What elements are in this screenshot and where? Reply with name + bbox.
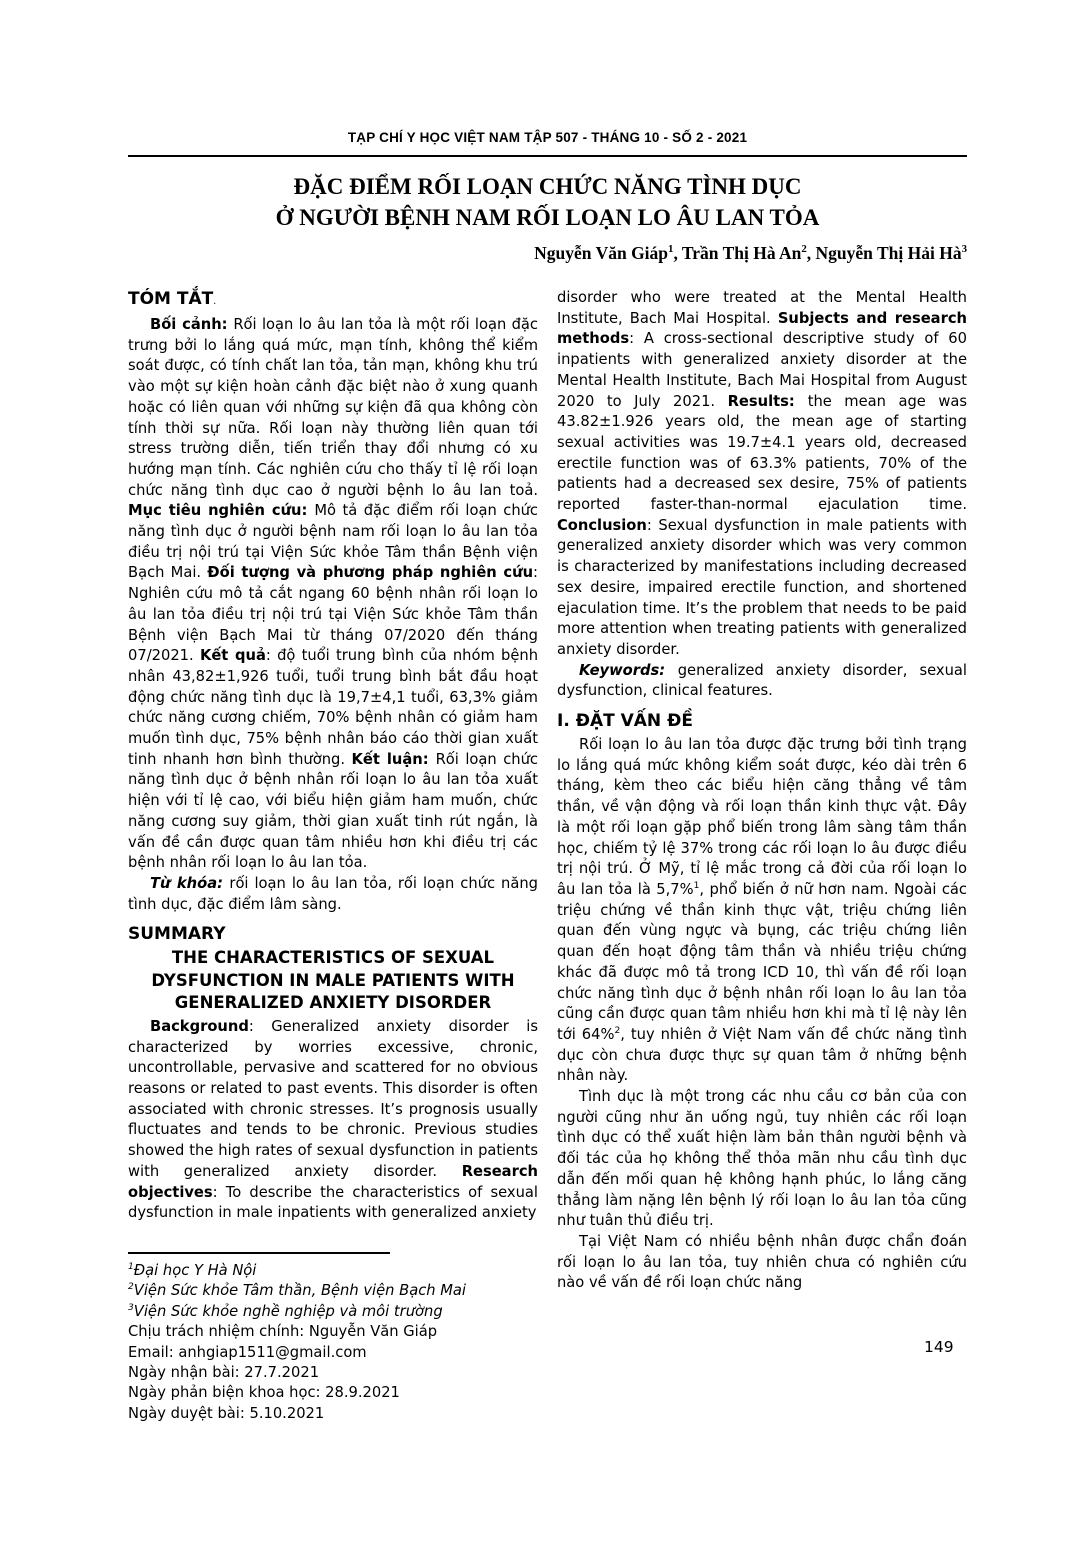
two-column-body <box>128 288 967 1424</box>
introduction-paragraph-3: Tại Việt Nam có nhiều bệnh nhân được chẩn đoán rối loạn lo âu lan tỏa, tuy nhiên chưa có nghiên cứu nào về vấn đề rối loạn chức năng <box>557 1232 967 1292</box>
summary-keywords: Keywords: generalized anxiety disorder, sexual dysfunction, clinical features. <box>557 661 968 700</box>
article-title-line-2: Ở NGƯỜI BỆNH NAM RỐI LOẠN LO ÂU LAN TỎA <box>275 205 820 230</box>
page-number: 149 <box>924 1338 954 1356</box>
abstract-paragraph: Bối cảnh: Rối loạn lo âu lan tỏa là một rối loạn đặc trưng bởi lo lắng quá mức, mạn tính, không thể kiểm soát được, có tính chất lan tỏa, tản mạn, không khu trú vào một sự kiện hoàn cảnh đặc biệt nào ở xung quanh hoặc có liên quan với những sự kiện đã qua không còn tính thời sự nữa. Rối loạn này thường liên quan tới stress trường diễn, tiến triển thay đổi nhưng có xu hướng mạn tính. Các nghiên cứu cho thấy tỉ lệ rối loạn chức năng tình dục cao ở người bệnh lo âu lan toả. Mục tiêu nghiên cứu: Mô tả đặc điểm rối loạn chức năng tình dục ở người bệnh nam rối loạn lo âu lan tỏa điều trị nội trú tại Viện Sức khỏe Tâm thần Bệnh viện Bạch Mai. Đối tượng và phương pháp nghiên cứu: Nghiên cứu mô tả cắt ngang 60 bệnh nhân rối loạn lo âu lan tỏa điều trị nội trú tại Viện Sức khỏe Tâm thần Bệnh viện Bạch Mai từ tháng 07/2020 đến tháng 07/2021. Kết quả: độ tuổi trung bình của nhóm bệnh nhân 43,82±1,926 tuổi, tuổi trung bình bắt đầu hoạt động chức năng tình dục là 19,7±4,1 tuổi, 63,3% giảm chức năng cương chiếm, 70% bệnh nhân có giảm ham muốn tình dục, 75% bệnh nhân báo cáo thời gian xuất tinh nhanh hơn bình thường. Kết luận: Rối loạn chức năng tình dục ở bệnh nhân rối loạn lo âu lan tỏa xuất hiện với tỉ lệ cao, với biểu hiện giảm ham muốn, chức năng cương suy giảm, thời gian xuất tinh rút ngắn, là vấn đề cần được quan tâm nhiều hơn khi điều trị các bệnh nhân rối loạn lo âu lan tỏa. <box>128 316 539 872</box>
summary-paragraph: Background: Generalized anxiety disorder is characterized by worries excessive, chronic, uncontrollable, pervasive and scattered for no obvious reasons or related to past events. This disorder is often associated with chronic stresses. It’s prognosis usually fluctuates and tends to be chronic. Previous studies showed the high rates of sexual dysfunction in patients with generalized anxiety disorder. Research objectives: To describe the characteristics of sexual dysfunction in male inpatients with generalized anxiety <box>128 1017 538 1222</box>
introduction-paragraph-2: Tình dục là một trong các nhu cầu cơ bản của con người cũng như ăn uống ngủ, tuy nhiên các rối loạn tình dục có thể xuất hiện làm bản thân người bệnh và đối tác của họ không thể thỏa mãn nhu cầu tình dục dẫn đến mối quan hệ không hạnh phúc, lo lắng căng thẳng làm nặng lên bệnh lý rối loạn lo âu lan tỏa cũng như tuân thủ điều trị. <box>557 1088 967 1230</box>
summary-paragraph-continued: disorder who were treated at the Mental Health Institute, Bach Mai Hospital. Subjects and research methods: A cross-sectional descriptive study of 60 inpatients with generalized anxiety disorder at the Mental Health Institute, Bach Mai Hospital from August 2020 to July 2021. Results: the mean age was 43.82±1.926 years old, the mean age of starting sexual activities was 19.7±4.1 years old, decreased erectile function was of 63.3% patients, 70% of the patients had a decreased sex desire, 75% of patients reported faster-than-normal ejaculation time. Conclusion: Sexual dysfunction in male patients with generalized anxiety disorder which was very common is characterized by manifestations including decreased sex desire, impaired erectile function, and shortened ejaculation time. It’s the problem that needs to be paid more attention when treating patients with generalized anxiety disorder. <box>557 289 967 658</box>
footnote-affiliation-1: $^1$Đại học Y Hà Nội <box>128 1261 257 1279</box>
article-title-line-1: ĐẶC ĐIỂM RỐI LOẠN CHỨC NĂNG TÌNH DỤC <box>293 174 802 199</box>
abstract-keywords: Từ khóa: rối loạn lo âu lan tỏa, rối loạn chức năng tình dục, đặc điểm lâm sàng. <box>128 874 538 913</box>
summary-heading: SUMMARY <box>128 924 226 945</box>
authors-line: Nguyễn Văn Giáp$^1$, Trần Thị Hà An$^2$, Nguyễn Thị Hải $Hà^3$ <box>534 243 967 263</box>
abstract-heading: TÓM TẮT. <box>128 289 217 309</box>
footnote-email: Email: anhgiap1511@gmail.com <box>128 1343 367 1361</box>
footnote-block <box>128 1252 538 1424</box>
article-title <box>128 171 967 233</box>
footnote-accepted-date: Ngày duyệt bài: 5.10.2021 <box>128 1404 325 1422</box>
introduction-paragraph-1: Rối loạn lo âu lan tỏa được đặc trưng bởi tình trạng lo lắng quá mức không kiểm soát được, kéo dài trên 6 tháng, kèm theo các biểu hiện căng thẳng về tâm thần, về vận động và rối loạn thần kinh thực vật. Đây là một rối loạn gặp phổ biến trong lâm sàng tâm thần học, chiếm tỷ lệ 37% trong các rối loạn lo âu được điều trị nội trú. Ở Mỹ, tỉ lệ mắc trong cả đời của rối loạn lo âu lan tỏa là 5,7%$^1$, phổ biến ở nữ hơn nam. Ngoài các triệu chứng về thần kinh thực vật, triệu chứng liên quan đến vùng ngực và bụng, các triệu chứng liên quan đến hoạt động tâm thần và nhiều triệu chứng khác đã được mô tả trong ICD 10, thì vấn đề rối loạn chức năng tình dục ở bệnh nhân rối loạn lo âu lan tỏa cũng cần được quan tâm nhiều hơn khi mà tỉ lệ này lên tới 64%$^2$, tuy nhiên ở Việt Nam vấn đề chức năng tình dục còn chưa được thực sự quan tâm ở những bệnh nhân này. <box>557 736 967 1085</box>
footnote-affiliation-2: $^2$Viện Sức khỏe Tâm thần, Bệnh viện Bạch Mai <box>128 1282 467 1300</box>
footnote-divider <box>128 1252 390 1254</box>
summary-subtitle: THE CHARACTERISTICS OF SEXUAL DYSFUNCTION IN MALE PATIENTS WITH GENERALIZED ANXIETY DISORDER <box>151 948 515 1013</box>
right-column <box>557 288 967 1424</box>
footnote-affiliation-3: $^3$Viện Sức khỏe nghề nghiệp và môi trường <box>128 1302 443 1320</box>
journal-header: TẠP CHÍ Y HỌC VIỆT NAM TẬP 507 - THÁNG 10 - SỐ 2 - 2021 <box>347 130 748 145</box>
footnote-corresponding-author: Chịu trách nhiệm chính: Nguyễn Văn Giáp <box>128 1323 438 1341</box>
footnote-received-date: Ngày nhận bài: 27.7.2021 <box>128 1363 320 1381</box>
left-column <box>128 288 538 1424</box>
introduction-heading: I. ĐẶT VẤN ĐỀ <box>557 711 693 732</box>
header-divider <box>128 155 967 157</box>
footnote-review-date: Ngày phản biện khoa học: 28.9.2021 <box>128 1384 400 1402</box>
